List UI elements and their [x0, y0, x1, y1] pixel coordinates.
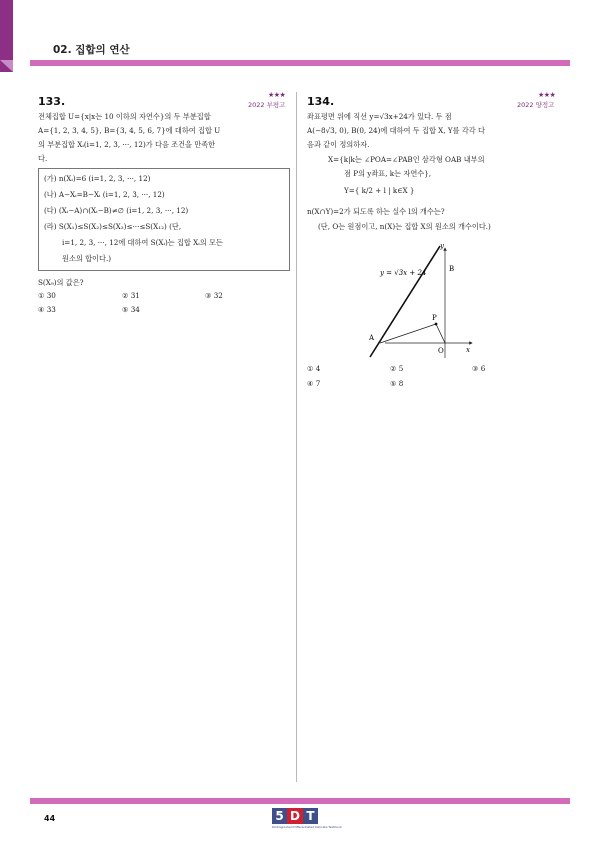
q133-choice-2[interactable]: ② 31: [122, 291, 140, 300]
q134-choice-5[interactable]: ⑤ 8: [390, 379, 404, 388]
q133-choice-3[interactable]: ③ 32: [205, 291, 223, 300]
q133-line: 의 부분집합 Xᵢ(i=1, 2, 3, ···, 12)가 다음 조건을 만족한: [38, 140, 216, 149]
label-b: B: [449, 265, 455, 273]
logo-5: 5: [272, 808, 287, 824]
q134-number: 134.: [307, 95, 335, 108]
q133-choice-1[interactable]: ① 30: [38, 291, 56, 300]
chapter-title: 02. 집합의 연산: [53, 44, 130, 56]
q134-line: (단, O는 원점이고, n(X)는 집합 X의 원소의 개수이다.): [318, 222, 491, 231]
label-a: A: [369, 334, 375, 342]
q134-line: 음과 같이 정의하자.: [307, 140, 370, 149]
segment-po: [436, 324, 445, 343]
line-equation-label: y = √3x + 24: [380, 269, 427, 277]
q133-line: A={1, 2, 3, 4, 5}, B={3, 4, 5, 6, 7}에 대하여 집합 U: [38, 126, 221, 135]
q134-difficulty-stars: ★★★: [538, 91, 556, 99]
page-number: 44: [44, 814, 56, 823]
q134-line: A(−8√3, 0), B(0, 24)에 대하여 두 집합 X, Y를 각각 다: [307, 126, 485, 135]
logo-t: T: [303, 808, 318, 824]
label-p: P: [432, 314, 437, 322]
q134-choice-3[interactable]: ③ 6: [472, 364, 486, 373]
q133-condition: 원소의 합이다.): [62, 254, 112, 263]
q133-condition: (라) S(X₁)≤S(X₂)≤S(X₃)≤···≤S(X₁₂) (단,: [44, 222, 182, 231]
label-y: y: [440, 242, 444, 250]
q133-source: 2022 부평고: [248, 101, 286, 109]
q133-choice-4[interactable]: ④ 33: [38, 305, 56, 314]
q133-question: S(X₉)의 값은?: [38, 278, 84, 287]
publisher-logo: [272, 808, 342, 832]
chapter-side-tab-notch: [0, 60, 13, 72]
header-rule: [30, 60, 570, 66]
q133-line: 전체집합 U={x|x는 10 이하의 자연수}의 두 부분집합: [38, 112, 211, 121]
q134-choice-1[interactable]: ① 4: [307, 364, 321, 373]
point-p: [435, 323, 438, 326]
q133-condition: (나) A−Xᵢ=B−Xᵢ (i=1, 2, 3, ···, 12): [44, 190, 165, 199]
q133-condition: i=1, 2, 3, ···, 12에 대하여 S(Xᵢ)는 집합 Xᵢ의 모든: [62, 238, 223, 247]
line-graph: [370, 246, 440, 357]
q133-number: 133.: [38, 95, 66, 108]
q134-line: 점 P의 y좌표, k는 자연수},: [344, 169, 432, 178]
logo-tagline: Distinguished Differentiated Delicate Textbook: [272, 825, 342, 829]
q133-difficulty-stars: ★★★: [268, 91, 286, 99]
footer-rule: [30, 798, 570, 804]
q134-choice-4[interactable]: ④ 7: [307, 379, 321, 388]
q134-line: n(X∩Y)=2가 되도록 하는 실수 l의 개수는?: [307, 207, 445, 216]
q133-line: 다.: [38, 154, 48, 163]
label-o: O: [438, 347, 444, 355]
q133-condition: (다) (Xᵢ−A)∩(Xᵢ−B)≠∅ (i=1, 2, 3, ···, 12): [44, 206, 189, 215]
column-divider: [296, 92, 297, 782]
label-x: x: [466, 346, 470, 354]
q134-choice-2[interactable]: ② 5: [390, 364, 404, 373]
logo-d: D: [287, 808, 303, 824]
q134-source: 2022 양정고: [517, 101, 555, 109]
q133-condition: (가) n(Xᵢ)=6 (i=1, 2, 3, ···, 12): [44, 174, 151, 183]
q134-line: 좌표평면 위에 직선 y=√3x+24가 있다. 두 점: [307, 112, 452, 121]
q134-line: X={k|k는 ∠POA=∠PAB인 삼각형 OAB 내부의: [328, 155, 485, 164]
q134-line: Y={ k/2 + l | k∈X }: [344, 186, 415, 195]
q133-choice-5[interactable]: ⑤ 34: [122, 305, 140, 314]
q134-coordinate-figure: [360, 240, 490, 360]
